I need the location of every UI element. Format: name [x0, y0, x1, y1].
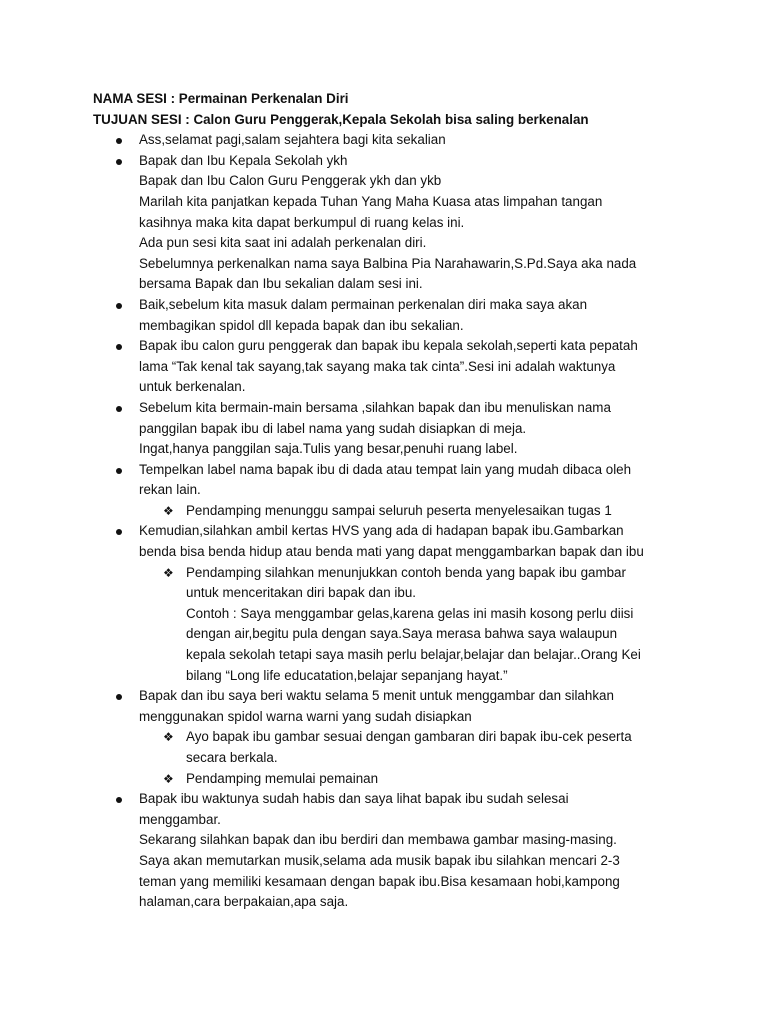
- text-line: kepala sekolah tetapi saya masih perlu belajar,belajar dan belajar..Orang Kei: [186, 647, 641, 663]
- text-line: Pendamping menunggu sampai seluruh peserta menyelesaikan tugas 1: [186, 502, 612, 518]
- bullet-icon: [116, 138, 122, 144]
- sub-list-item: [139, 769, 693, 790]
- text-line: Baik,sebelum kita masuk dalam permainan perkenalan diri maka saya akan: [139, 296, 588, 312]
- text-line: Sebelumnya perkenalkan nama saya Balbina Pia Narahawarin,S.Pd.Saya aka nada: [139, 255, 637, 271]
- text-line: panggilan bapak ibu di label nama yang sudah disiapkan di meja.: [139, 420, 527, 436]
- text-line: Bapak dan Ibu Kepala Sekolah ykh: [139, 152, 348, 168]
- bullet-icon: [116, 344, 122, 350]
- list-item: [93, 398, 693, 460]
- text-line: bersama Bapak dan Ibu sekalian dalam sesi ini.: [139, 276, 423, 292]
- text-line: menggambar.: [139, 811, 221, 827]
- text-line: Ass,selamat pagi,salam sejahtera bagi kita sekalian: [139, 132, 446, 148]
- text-line: secara berkala.: [186, 750, 278, 765]
- text-line: untuk berkenalan.: [139, 379, 246, 395]
- document-body: [93, 89, 693, 913]
- bullet-icon: [116, 797, 122, 803]
- text-line: Ayo bapak ibu gambar sesuai dengan gambaran diri bapak ibu-cek peserta: [186, 729, 632, 745]
- text-line: membagikan spidol dll kepada bapak dan ibu sekalian.: [139, 317, 464, 333]
- bullet-icon: [116, 529, 122, 535]
- text-line: Ingat,hanya panggilan saja.Tulis yang besar,penuhi ruang label.: [139, 441, 518, 457]
- text-line: untuk menceritakan diri bapak dan ibu.: [186, 585, 417, 601]
- list-item: [93, 686, 693, 789]
- sub-list: [139, 501, 693, 522]
- text-line: Ada pun sesi kita saat ini adalah perkenalan diri.: [139, 235, 427, 251]
- diamond-bullet-icon: ❖: [163, 771, 174, 786]
- text-line: dengan air,begitu pula dengan saya.Saya merasa bahwa saya walaupun: [186, 626, 618, 642]
- text-line: Bapak dan ibu saya beri waktu selama 5 menit untuk menggambar dan silahkan: [139, 688, 614, 704]
- text-line: benda bisa benda hidup atau benda mati yang dapat menggambarkan bapak dan ibu: [139, 544, 644, 560]
- text-line: Marilah kita panjatkan kepada Tuhan Yang Maha Kuasa atas limpahan tangan: [139, 193, 603, 209]
- text-line: bilang “Long life educatation,belajar sepanjang hayat.”: [186, 667, 508, 683]
- sub-list: [139, 727, 693, 789]
- text-line: Contoh : Saya menggambar gelas,karena gelas ini masih kosong perlu diisi: [186, 605, 634, 621]
- list-item: [93, 460, 693, 522]
- bullet-icon: [116, 468, 122, 474]
- text-line: Sebelum kita bermain-main bersama ,silahkan bapak dan ibu menuliskan nama: [139, 399, 611, 415]
- bullet-icon: [116, 694, 122, 700]
- text-line: Tempelkan label nama bapak ibu di dada atau tempat lain yang mudah dibaca oleh: [139, 461, 632, 477]
- list-item: [93, 130, 693, 151]
- text-line: Pendamping memulai pemainan: [186, 770, 379, 786]
- sub-list-item: [139, 727, 693, 768]
- text-line: Pendamping silahkan menunjukkan contoh benda yang bapak ibu gambar: [186, 564, 626, 580]
- list-item: [93, 151, 693, 295]
- list-item: [93, 295, 693, 336]
- text-line: kasihnya maka kita dapat berkumpul di ruang kelas ini.: [139, 214, 465, 230]
- bullet-icon: [116, 406, 122, 412]
- bullet-icon: [116, 303, 122, 309]
- sub-list-item: [139, 563, 693, 687]
- text-line: teman yang memiliki kesamaan dengan bapak ibu.Bisa kesamaan hobi,kampong: [139, 873, 620, 889]
- text-line: halaman,cara berpakaian,apa saja.: [139, 894, 349, 910]
- text-line: rekan lain.: [139, 482, 201, 498]
- list-item: [93, 521, 693, 686]
- list-item: [93, 336, 693, 398]
- sub-list: [139, 563, 693, 687]
- text-line: Saya akan memutarkan musik,selama ada musik bapak ibu silahkan mencari 2-3: [139, 852, 620, 868]
- diamond-bullet-icon: ❖: [163, 503, 174, 518]
- bullet-icon: [116, 159, 122, 165]
- diamond-bullet-icon: ❖: [163, 730, 174, 745]
- text-line: Sekarang silahkan bapak dan ibu berdiri dan membawa gambar masing-masing.: [139, 832, 617, 848]
- text-line: Kemudian,silahkan ambil kertas HVS yang ada di hadapan bapak ibu.Gambarkan: [139, 523, 624, 539]
- text-line: menggunakan spidol warna warni yang sudah disiapkan: [139, 708, 472, 724]
- text-line: Bapak ibu waktunya sudah habis dan saya lihat bapak ibu sudah selesai: [139, 791, 569, 807]
- text-line: lama “Tak kenal tak sayang,tak sayang maka tak cinta”.Sesi ini adalah waktunya: [139, 358, 616, 374]
- list-item: [93, 789, 693, 913]
- text-line: Bapak dan Ibu Calon Guru Penggerak ykh dan ykb: [139, 173, 442, 189]
- sub-list-item: [139, 501, 693, 522]
- session-name: NAMA SESI : Permainan Perkenalan Diri: [93, 91, 349, 106]
- session-goal: TUJUAN SESI : Calon Guru Penggerak,Kepala Sekolah bisa saling berkenalan: [93, 111, 589, 127]
- bullet-list: [93, 130, 693, 913]
- diamond-bullet-icon: ❖: [163, 565, 174, 580]
- text-line: Bapak ibu calon guru penggerak dan bapak ibu kepala sekolah,seperti kata pepatah: [139, 338, 638, 354]
